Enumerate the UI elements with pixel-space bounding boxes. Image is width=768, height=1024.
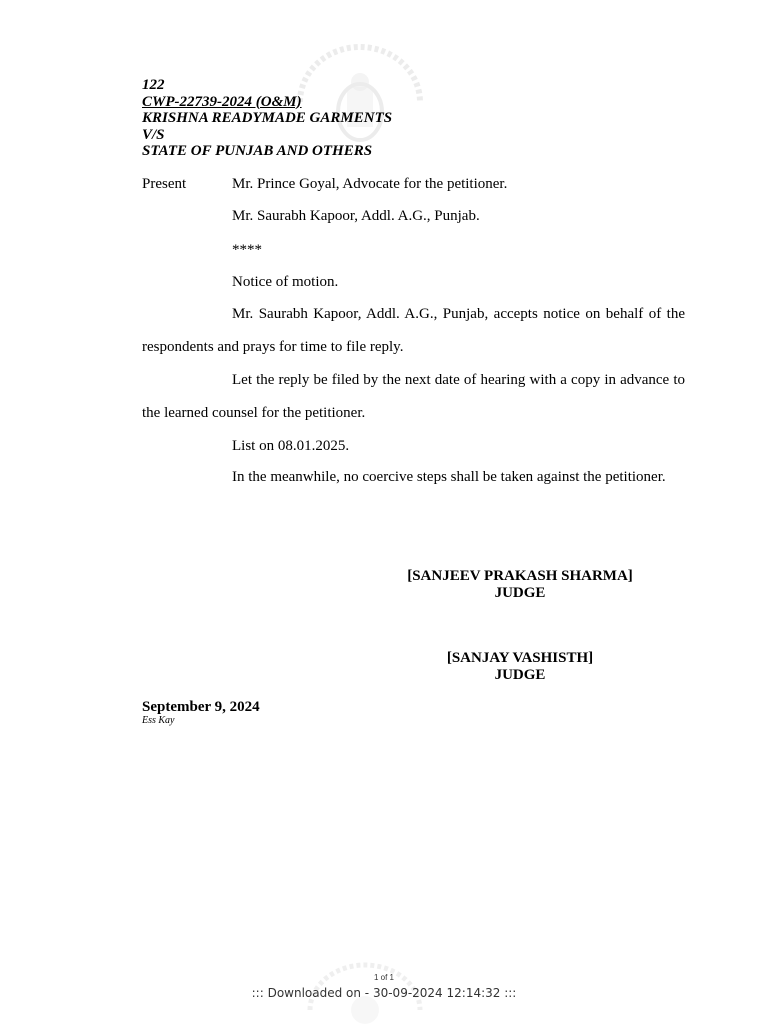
present-counsel-petitioner: Mr. Prince Goyal, Advocate for the petitioner. bbox=[232, 176, 508, 192]
present-counsel-state: Mr. Saurabh Kapoor, Addl. A.G., Punjab. bbox=[232, 208, 480, 224]
judge-2-name: [SANJAY VASHISTH] bbox=[446, 650, 594, 666]
respondent-name: STATE OF PUNJAB AND OTHERS bbox=[142, 143, 373, 159]
item-number: 122 bbox=[142, 77, 165, 93]
case-number: CWP-22739-2024 (O&M) bbox=[142, 93, 302, 110]
petitioner-name: KRISHNA READYMADE GARMENTS bbox=[142, 110, 393, 126]
paragraph-coercive-steps: In the meanwhile, no coercive steps shall be taken against the petitioner. bbox=[232, 469, 666, 485]
order-date: September 9, 2024 bbox=[142, 699, 260, 715]
download-stamp: ::: Downloaded on - 30-09-2024 12:14:32 ::: bbox=[251, 986, 517, 1000]
separator-asterisks: **** bbox=[232, 242, 262, 258]
typist-initials: Ess Kay bbox=[142, 715, 175, 726]
versus-label: V/S bbox=[142, 126, 165, 143]
judge-1-name: [SANJEEV PRAKASH SHARMA] bbox=[407, 568, 633, 584]
present-label: Present bbox=[142, 176, 187, 192]
paragraph-accepts-notice: Mr. Saurabh Kapoor, Addl. A.G., Punjab, accepts notice on behalf of the respondents and prays for time to file reply. bbox=[142, 306, 685, 355]
paragraph-listing-date: List on 08.01.2025. bbox=[232, 438, 350, 454]
signature-block-judge-2 bbox=[400, 650, 640, 684]
paragraph-notice: Notice of motion. bbox=[232, 274, 339, 290]
paragraph-reply-filing: Let the reply be filed by the next date of hearing with a copy in advance to the learned counsel for the petitioner. bbox=[142, 372, 685, 421]
page-count: 1 of 1 bbox=[373, 973, 394, 982]
case-header bbox=[142, 77, 702, 160]
judge-2-title: JUDGE bbox=[494, 667, 546, 683]
judge-1-title: JUDGE bbox=[494, 585, 546, 601]
signature-block-judge-1 bbox=[380, 568, 660, 602]
